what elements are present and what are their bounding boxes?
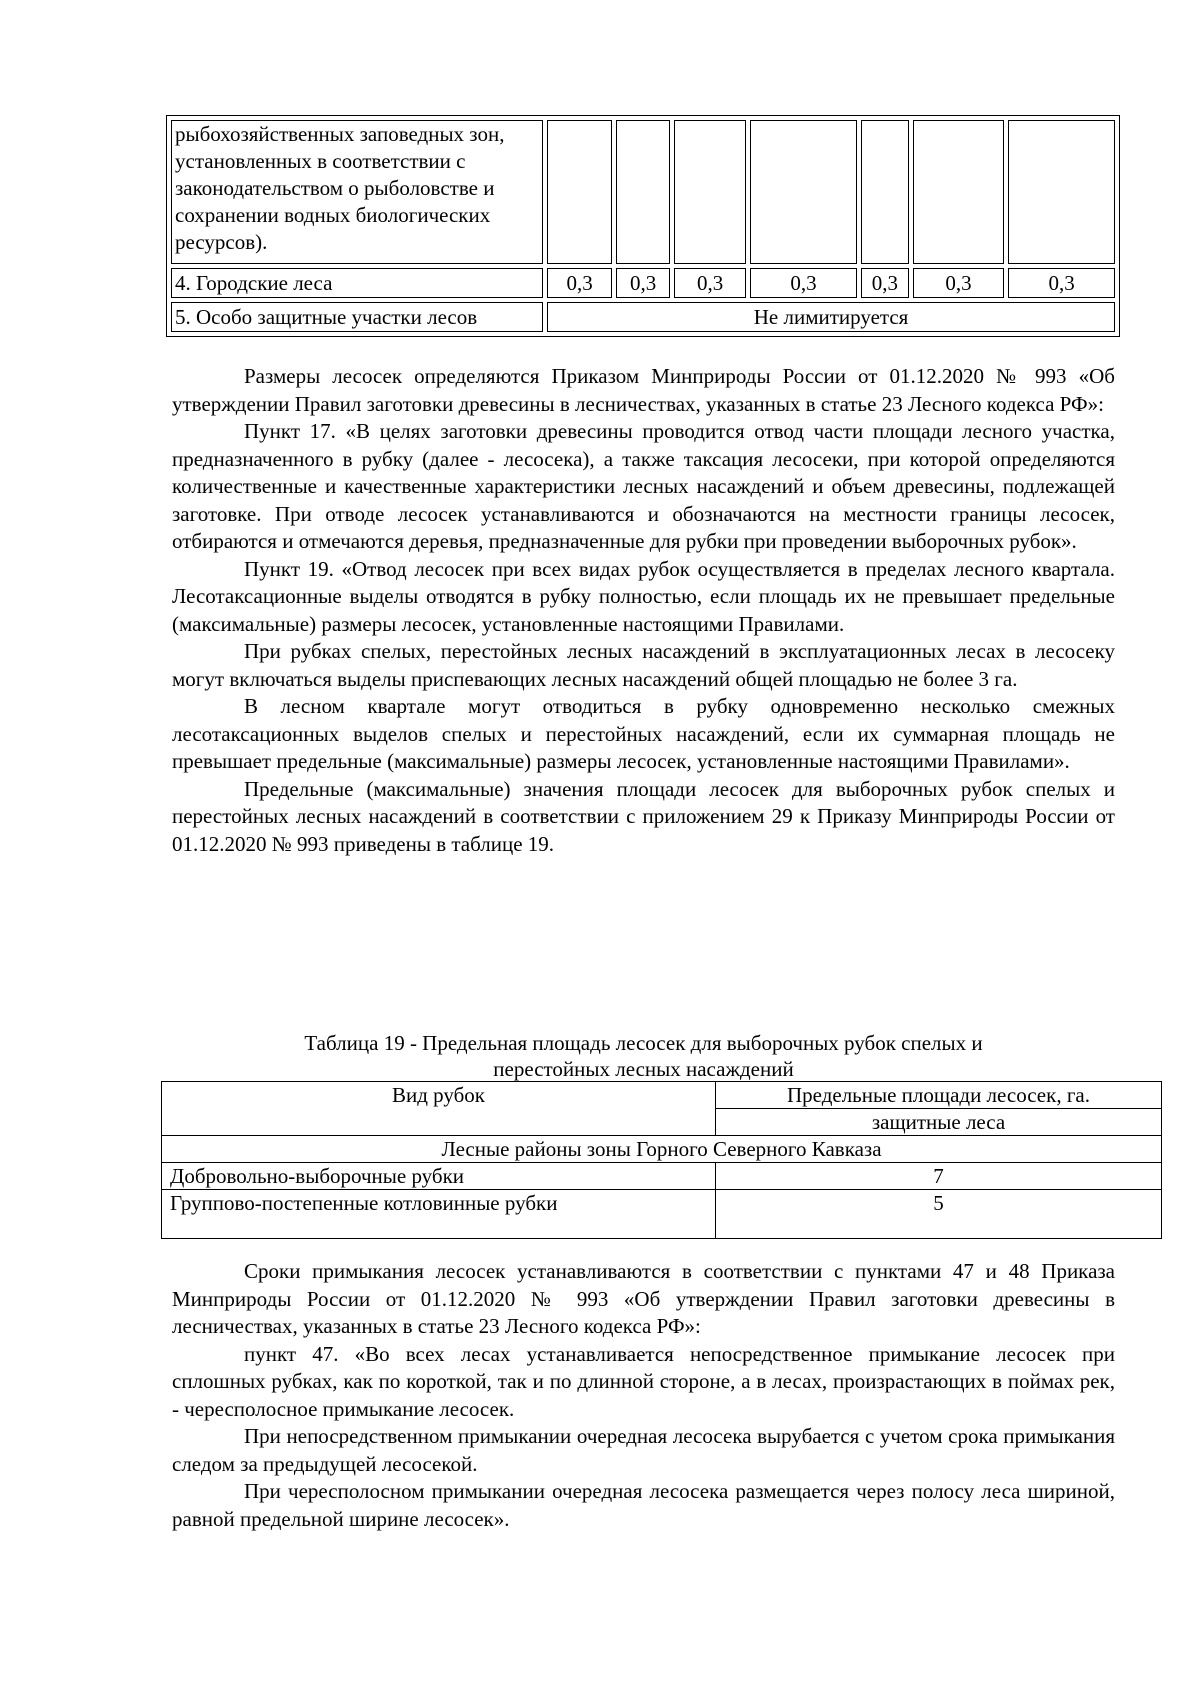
value-cell: 0,3 — [616, 268, 670, 298]
cut-type-cell: Добровольно-выборочные рубки — [162, 1163, 716, 1190]
not-limited-cell: Не лимитируется — [547, 302, 1115, 332]
paragraph: Размеры лесосек определяются Приказом Минприроды России от 01.12.2020 № 993 «Об утверждении Правил заготовки древесины в лесничествах, указанных в статье 23 Лесного кодекса РФ»: — [172, 364, 1115, 416]
paragraph: При рубках спелых, перестойных лесных насаждений в эксплуатационных лесах в лесосеку могут включаться выделы приспевающих лесных насаждений общей площадью не более 3 га. — [172, 639, 1115, 691]
table-row — [162, 1190, 1162, 1239]
table-cell-empty — [913, 120, 1004, 264]
paragraph: пункт 47. «Во всех лесах устанавливается непосредственное примыкание лесосек при сплошных рубках, как по короткой, так и по длинной стороне, а в лесах, произрастающих в поймах рек, - чересполосное примыкание лесосек. — [172, 1341, 1115, 1421]
area-value-cell: 7 — [716, 1163, 1162, 1190]
table-header-row — [162, 1082, 1162, 1109]
value-cell: 0,3 — [674, 268, 746, 298]
subheader-cell: защитные леса — [716, 1109, 1162, 1136]
header-cell: Вид рубок — [162, 1082, 716, 1136]
value-cell: 0,3 — [750, 268, 857, 298]
table-cell-text: рыбохозяйственных заповедных зон, установленных в соответствии с законодательством о рыболовстве и сохранении водных биологических ресурсов). — [171, 120, 543, 264]
table-caption — [172, 1030, 1115, 1082]
value-cell: 0,3 — [547, 268, 612, 298]
header-cell: Предельные площади лесосек, га. — [716, 1082, 1162, 1109]
text-block-2 — [172, 1258, 1115, 1533]
caption-line: перестойных лесных насаждений — [493, 1057, 794, 1081]
paragraph: Пункт 17. «В целях заготовки древесины проводится отвод части площади лесного участка, предназначенного в рубку (далее - лесосека), а также таксация лесосеки, при которой определяются количественные и качественные характеристики лесных насаждений и объем древесины, подлежащей заготовке. При отводе лесосек устанавливаются и обозначаются на местности границы лесосек, отбираются и отмечаются деревья, предназначенные для рубки при проведении выборочных рубок». — [172, 419, 1115, 553]
row-label: 5. Особо защитные участки лесов — [171, 302, 543, 332]
table-cell-empty — [750, 120, 857, 264]
value-cell: 0,3 — [913, 268, 1004, 298]
paragraph: При непосредственном примыкании очередная лесосека вырубается с учетом срока примыкания следом за предыдущей лесосекой. — [172, 1424, 1115, 1476]
table-row — [171, 268, 1115, 298]
table-cell-empty — [1008, 120, 1115, 264]
table-row — [162, 1136, 1162, 1163]
paragraph: Сроки примыкания лесосек устанавливаются в соответствии с пунктами 47 и 48 Приказа Минприроды России от 01.12.2020 № 993 «Об утверждении Правил заготовки древесины в лесничествах, указанных в статье 23 Лесного кодекса РФ»: — [172, 1259, 1115, 1338]
text-block-1 — [172, 363, 1115, 858]
value-cell: 0,3 — [1008, 268, 1115, 298]
paragraph: При чересполосном примыкании очередная лесосека размещается через полосу леса шириной, равной предельной ширине лесосек». — [172, 1479, 1115, 1531]
table-cell-empty — [616, 120, 670, 264]
cut-type-cell: Группово-постепенные котловинные рубки — [162, 1190, 716, 1239]
region-cell: Лесные районы зоны Горного Северного Кавказа — [162, 1136, 1162, 1163]
paragraph: Предельные (максимальные) значения площади лесосек для выборочных рубок спелых и перестойных лесных насаждений в соответствии с приложением 29 к Приказу Минприроды России от 01.12.2020 № 993 приведены в таблице 19. — [172, 776, 1115, 856]
table-row — [171, 302, 1115, 332]
table-row — [162, 1163, 1162, 1190]
table-cell-empty — [674, 120, 746, 264]
paragraph: Пункт 19. «Отвод лесосек при всех видах рубок осуществляется в пределах лесного квартала. Лесотаксационные выделы отводятся в рубку полностью, если площадь их не превышает предельные (максимальные) размеры лесосек, установленные настоящими Правилами. — [172, 556, 1115, 636]
table-19 — [161, 1081, 1162, 1239]
table-cell-empty — [861, 120, 909, 264]
caption-line: Таблица 19 - Предельная площадь лесосек для выборочных рубок спелых и — [304, 1031, 983, 1055]
forest-limits-table — [166, 115, 1120, 337]
table-cell-empty — [547, 120, 612, 264]
paragraph: В лесном квартале могут отводиться в рубку одновременно несколько смежных лесотаксационных выделов спелых и перестойных насаждений, если их суммарная площадь не превышает предельные (максимальные) размеры лесосек, установленные настоящими Правилами». — [172, 694, 1115, 773]
area-value-cell: 5 — [716, 1190, 1162, 1239]
value-cell: 0,3 — [861, 268, 909, 298]
table-row — [171, 120, 1115, 264]
row-label: 4. Городские леса — [171, 268, 543, 298]
